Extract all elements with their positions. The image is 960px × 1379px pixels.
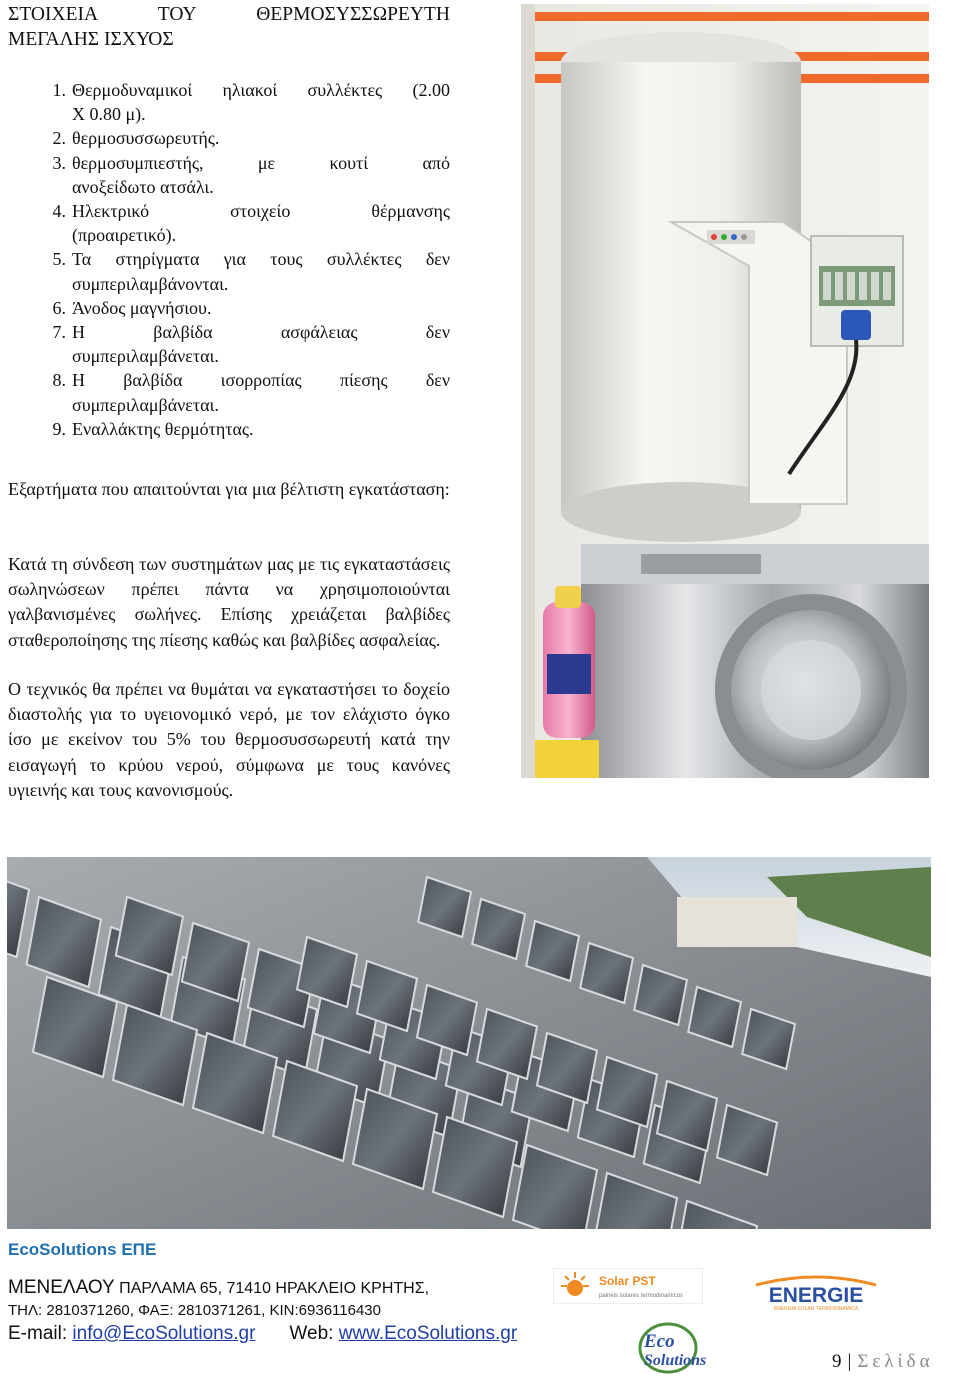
list-item: 5. Τα στηρίγματα για τους συλλέκτες δεν συμπεριλαμβάνονται.	[52, 249, 450, 294]
title-word-3: ΘΕΡΜΟΣΥΣΣΩΡΕΥΤΗ	[256, 4, 450, 25]
list-item: 8. Η βαλβίδα ισορροπίας πίεσης δεν συμπεριλαμβάνεται.	[52, 370, 450, 415]
svg-text:ENERGIA SOLAR TERMODINAMICA: ENERGIA SOLAR TERMODINAMICA	[773, 1306, 859, 1311]
title-word-1: ΣΤΟΙΧΕΙΑ	[8, 4, 99, 25]
svg-text:paineis solares termodinamicos: paineis solares termodinamicos	[599, 1293, 684, 1299]
heater-photo	[521, 4, 929, 778]
paragraph-accessories: Εξαρτήματα που απαιτούνται για μια βέλτιστη εγκατάσταση:	[8, 479, 450, 499]
heater-photo-illustration	[521, 4, 929, 778]
energie-logo	[752, 1275, 880, 1311]
list-item: 7. Η βαλβίδα ασφάλειας δεν συμπεριλαμβάνεται.	[52, 322, 450, 367]
svg-text:Eco: Eco	[644, 1331, 675, 1352]
svg-text:Solar PST: Solar PST	[599, 1274, 656, 1288]
solar-pst-logo	[553, 1268, 703, 1304]
solar-collectors-illustration	[7, 857, 931, 1229]
list-item: 2. θερμοσυσσωρευτής.	[52, 128, 220, 149]
svg-text:ENERGIE: ENERGIE	[768, 1284, 864, 1307]
components-list	[8, 78, 450, 441]
page-number: 9 | Σελίδα	[832, 1351, 934, 1372]
paragraph-pipes: Κατά τη σύνδεση των συστημάτων μας με τις εγκαταστάσεις σωληνώσεων πρέπει πάντα να χρησιμοποιούνται γαλβανισμένες σωλήνες. Επίσης χρειάζεται βαλβίδες σταθεροποίησης της πίεσης καθώς και βαλβίδες ασφαλείας.	[8, 554, 450, 650]
title-word-2: ΤΟΥ	[157, 4, 197, 25]
section-title	[8, 2, 450, 52]
list-item: 9. Εναλλάκτης θερμότητας.	[52, 418, 254, 439]
company-name: EcoSolutions ΕΠΕ	[8, 1240, 157, 1259]
list-item: 4. Ηλεκτρικό στοιχείο θέρμανσης (προαιρετικό).	[52, 201, 450, 246]
email-link[interactable]: info@EcoSolutions.gr	[72, 1323, 256, 1344]
company-address: ΜΕΝΕΛΑΟΥ ΠΑΡΛΑΜΑ 65, 71410 ΗΡΑΚΛΕΙΟ ΚΡΗΤΗΣ,	[8, 1277, 430, 1298]
svg-text:Solutions: Solutions	[644, 1352, 707, 1369]
contact-line: E-mail: info@EcoSolutions.gr Web: www.EcoSolutions.gr	[8, 1323, 518, 1344]
list-item: 6. Άνοδος μαγνήσιου.	[52, 297, 212, 318]
list-item: 3. θερμοσυμπιεστής, με κουτί από ανοξείδωτο ατσάλι.	[52, 152, 450, 197]
title-line-2: ΜΕΓΑΛΗΣ ΙΣΧΥΟΣ	[8, 29, 174, 50]
paragraph-expansion-tank: Ο τεχνικός θα πρέπει να θυμάται να εγκαταστήσει το δοχείο διαστολής για το υγειονομικό νερό, με τον ελάχιστο όγκο ίσο με εκείνον του 5% του θερμοσυσσωρευτή κατά την εισαγωγή το κρύου νερού, σύμφωνα με τους κανόνες υγιεινής και τους κανονισμούς.	[8, 679, 450, 800]
solar-collectors-photo	[7, 857, 931, 1229]
website-link[interactable]: www.EcoSolutions.gr	[338, 1323, 518, 1344]
company-phones: ΤΗΛ: 2810371260, ΦΑΞ: 2810371261, ΚΙΝ:6936116430	[8, 1302, 381, 1319]
eco-solutions-logo	[638, 1322, 738, 1374]
list-item: 1. Θερμοδυναμικοί ηλιακοί συλλέκτες (2.00 Χ 0.80 μ).	[52, 80, 450, 125]
